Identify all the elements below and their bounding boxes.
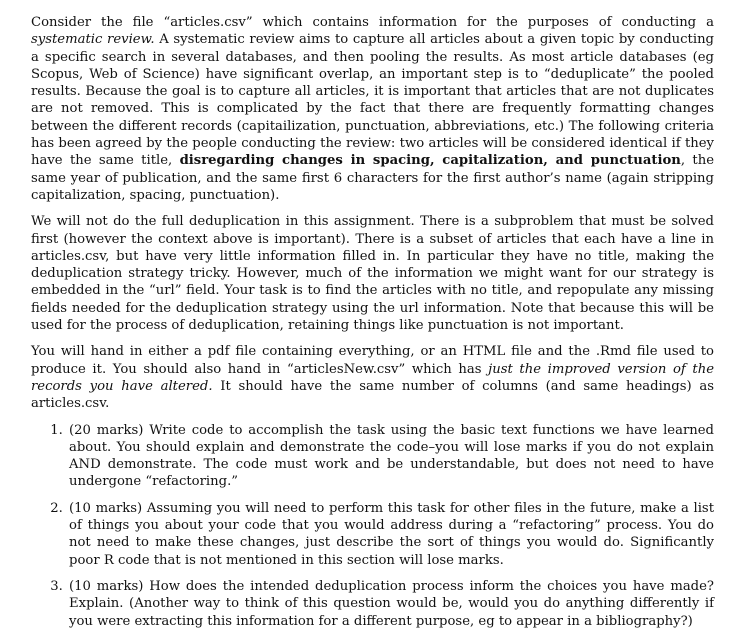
systematic-review-emphasis: systematic review. [31,32,155,48]
task-list [31,422,714,630]
paragraph-context-text-1: Consider the file “articles.csv” which contains information for the purposes of conducting a [31,15,714,30]
task-item-code: 1. (20 marks) Write code to accomplish the task using the basic text functions we have learned about. You should explain and demonstrate the code–you will lose marks if you do not explain AND demonstrate. The code must work and be understandable, but does not need to have undergone “refactoring.” [67,422,714,491]
paragraph-context-text-2: A systematic review aims to capture all articles about a given topic by conducting a specific search in several databases, and then pooling the results. As most article databases (eg Scopus, Web of Science) have significant overlap, an important step is to “deduplicate” the pooled results. Because the goal is to capture all articles, it is important that articles that are not duplicates are not removed. This is complicated by the fact that there are frequently formatting changes between the different records (capitailization, punctuation, abbreviations, etc.) The following criteria has been agreed by the people conducting the review: two articles will be considered identical if they have the same title, [31,32,715,169]
dedup-criteria-emphasis: disregarding changes in spacing, capitalization, and punctuation [179,153,681,169]
paragraph-handin-text-1: You will hand in either a pdf file containing everything, or an HTML file and the .Rmd file used to produce it. You should also hand in “articlesNew.csv” which has [31,344,714,377]
altered-records-emphasis: just the improved version of the records you have altered. [31,361,714,394]
paragraph-context-text-3: , the same year of publication, and the same first 6 characters for the first author’s name (again stripping capitalization, spacing, punctuation). [31,153,714,203]
paragraph-task: We will not do the full deduplication in this assignment. There is a subproblem that must be solved first (however the context above is important). There is a subset of articles that each have a line in articles.csv, but have very little information filled in. In particular they have no title, making the deduplication strategy tricky. However, much of the information we might want for our strategy is embedded in the “url” field. Your task is to find the articles with no title, and repopulate any missing fields needed for the deduplication strategy using the url information. Note that because this will be used for the process of deduplication, retaining things like punctuation is not important. [31,214,714,334]
task-item-refactoring: 2. (10 marks) Assuming you will need to perform this task for other files in the future, make a list of things you about your code that you would address during a “refactoring” process. You do not need to make these changes, just describe the sort of things you would do. Significantly poor R code that is not mentioned in this section will lose marks. [67,500,714,569]
task-item-deduplication: 3. (10 marks) How does the intended deduplication process inform the choices you have made? Explain. (Another way to think of this question would be, would you do anything differently if you were extracting this information for a different purpose, eg to appear in a bibliography?) [67,578,714,630]
paragraph-handin [31,343,714,412]
paragraph-handin-text-2: It should have the same number of columns (and same headings) as articles.csv. [31,378,714,412]
paragraph-context [31,14,714,204]
